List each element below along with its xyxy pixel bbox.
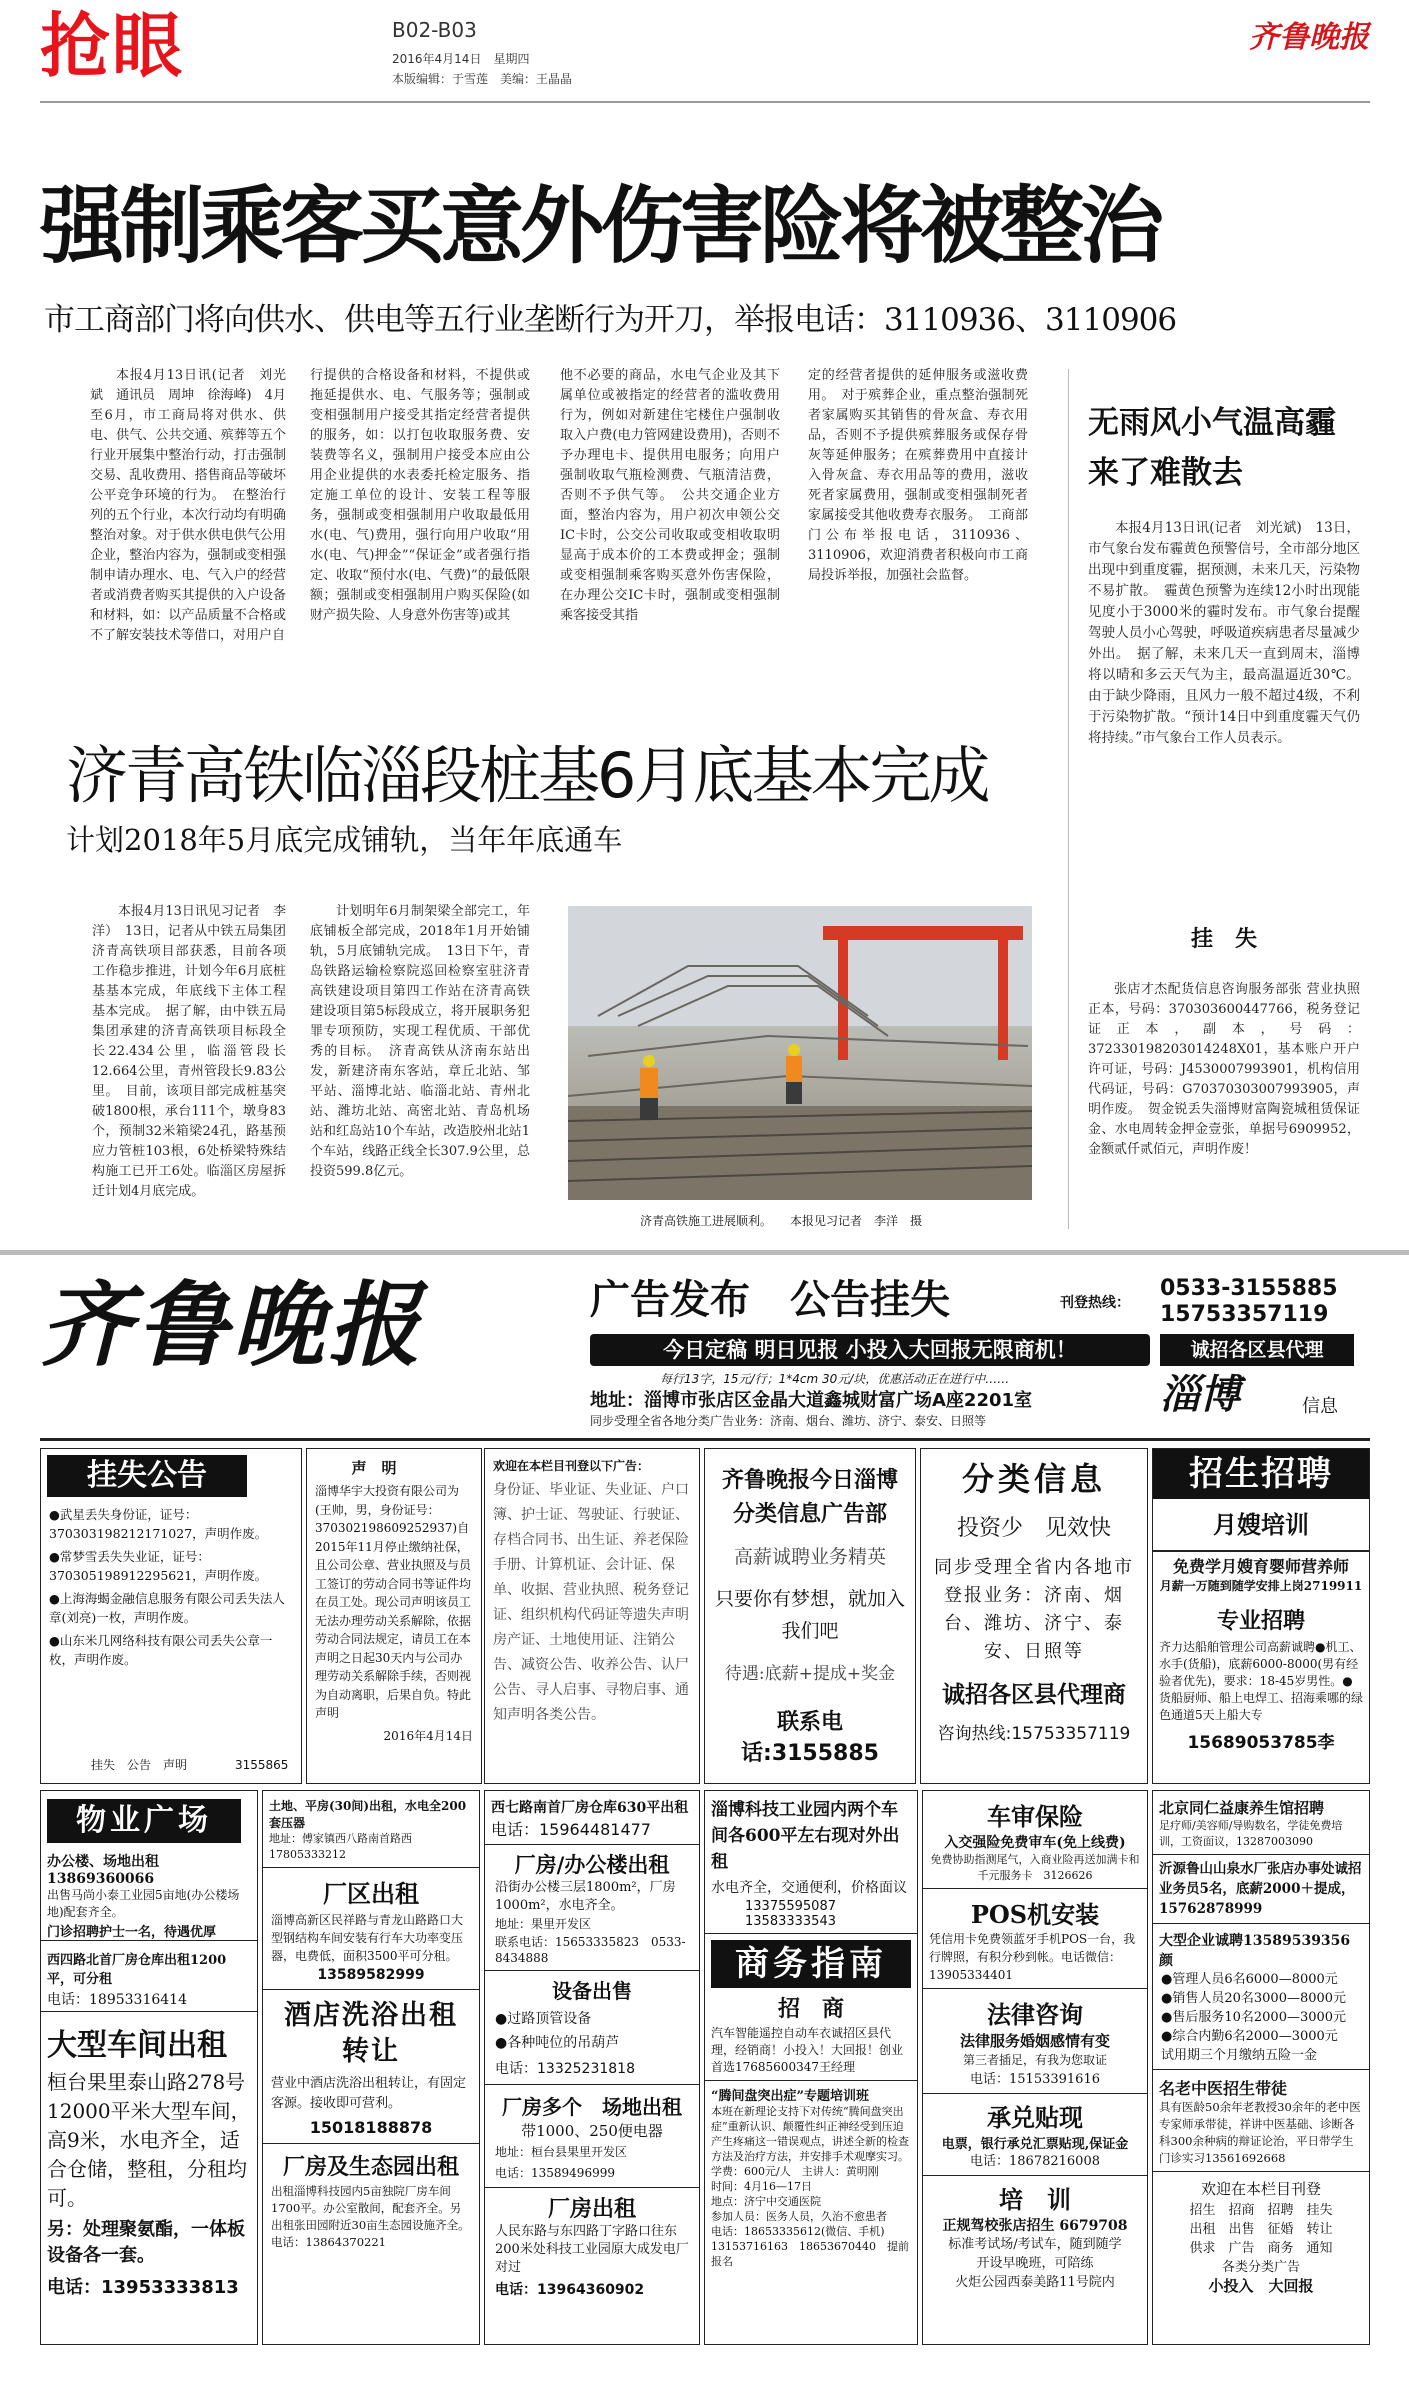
article1-col3: 他不必要的商品，水电气企业及其下属单位或被指定的经营者的滥收费用行为，例如对新建住宅楼住户强制收取入户费(电力管网建设费用)，否则不予办理电卡、提供用电服务；向用户强制收取气瓶检测费、气瓶清洁费，否则不予供气等。 公共交通企业方面，整治内容为，用户初次申领公交IC卡时，公交公司收取或变相收取明显高于成本价的工本费或押金；强制或变相强制乘客购买意外伤害保险，在办理公交IC卡时，强制或变相强制乘客接受其指 (560, 368, 780, 623)
lost-announcement-box (40, 1448, 302, 1784)
classified-info-recruit: 诚招各区县代理商 (942, 1681, 1126, 1708)
car-inspection-offer: 入交强险免费审车(免上线费) (944, 1835, 1126, 1851)
recruitment-sub: 月嫂培训 (1213, 1510, 1309, 1539)
investment-body: 汽车智能遥控自动车衣诚招区县代理，经销商！小投入！大回报！创业首选17685600347王经理 (705, 2023, 917, 2081)
park-rental-body: 水电齐全，交通便利，价格面议 (711, 1880, 907, 1896)
ad-price: 每行13字，15元/行；1*4cm 30元/块，优惠活动正在进行中…… (660, 1372, 1010, 1386)
classified-info-title: 分类信息 (961, 1460, 1106, 1498)
zibo-logo-sub: 信息 (1302, 1396, 1338, 1417)
park-rental-phone: 13375595087 (745, 1899, 836, 1914)
brand-logo: 齐鲁晚报 (1249, 20, 1369, 55)
construction-photo (568, 906, 1032, 1200)
rental-col1 (262, 1790, 480, 2345)
equipment-item: ●各种吨位的吊葫芦 (495, 2035, 620, 2051)
legal-consult-line2: 第三者插足，有我为您取证 (962, 2053, 1107, 2067)
ad-sync: 同步受理全省各地分类广告业务：济南、烟台、潍坊、济宁、泰安、日照等 (590, 1414, 987, 1428)
enterprise-hiring: 大型企业诚聘13589539356颜 (1159, 1933, 1351, 1969)
car-inspection-body: 免费协助指测尾气，入商业险再送加满卡和千元服务卡 3126626 (923, 1852, 1147, 1889)
classified-dept-title: 齐鲁晚报今日淄博分类信息广告部 (721, 1467, 898, 1527)
article3-col2: 计划明年6月制架梁全部完工，年底铺板全部完成，2018年1月开始铺轨，5月底铺轨完成。 13日下午，青岛铁路运输检察院巡回检察室驻济青高铁建设项目第四工作站在济青高铁建设项目第5标段成立，将开展职务犯罪专项预防，实现工程优质、干部优秀的目标。 济青高铁从济南东站出发，新建济南东客站，章丘北站、邹平站、淄博北站、临淄北站、青州北站、潍坊北站、高密北站、青岛机场站和红岛站10个车站，改造胶州北站1个车站，线路正线全长307.9公里，总投资599.8亿元。 (310, 904, 530, 1179)
recruitment-title: 招生招聘 (1153, 1449, 1369, 1499)
rental-office-body: 沿街办公楼三层1800m²，厂房1000m²，水电齐全。 (495, 1880, 676, 1913)
rental-eco-body: 出租淄博科技园内5亩独院厂房车间1700平。办公室散间，配套齐全。另出租张田园附近30亩生态园设施齐全。电话：13864370221 (271, 2184, 470, 2249)
rental-hotel: 酒店洗浴出租转让 (284, 2000, 458, 2067)
training-phone: 电话：18653335612(微信、手机) 13153716163 18653670440 提前报名 (711, 2225, 909, 2268)
enterprise-hiring-item: ●综合内勤6名2000—3000元 (1161, 2029, 1338, 2044)
ad-brand-logo: 齐鲁晚报 (40, 1271, 425, 1379)
recruitment-phone: 15689053785李 (1187, 1733, 1335, 1753)
training-place: 地点：济宁中交通医院 (711, 2195, 821, 2208)
recruitment-body: 齐力达船舶管理公司高薪诚聘●机工、水手(货船)，底薪6000-8000(男有经验者优先)，要求：18-45岁男性。●货船厨师、船上电焊工、招海乘哪的绿色通道5天上船大专 (1159, 1640, 1364, 1722)
construction-site-illustration (568, 906, 1032, 1200)
equipment-phone: 电话：13325231818 (485, 2052, 699, 2085)
ad-phone-2: 15753357119 (1160, 1302, 1329, 1327)
headline-insurance: 强制乘客买意外伤害险将被整治 (40, 177, 1161, 275)
classified-dept-contact: 联系电话:3155885 (741, 1710, 879, 1766)
rental-multi-body: 带1000、250便电器 (521, 2122, 663, 2140)
services-col (922, 1790, 1148, 2345)
rental-eco: 厂房及生态园出租 (282, 2154, 459, 2180)
legal-consult-phone: 电话：15153391616 (923, 2070, 1147, 2094)
welcome-footer-line: 招生 招商 招聘 挂失 (1189, 2203, 1333, 2218)
legal-consult-line: 法律服务婚姻感情有变 (959, 2032, 1110, 2050)
article1-col2: 行提供的合格设备和材料，不提供或拖延提供水、电、气服务等；强制或变相强制用户接受其指定经营者提供的服务，如：以打包收取服务费、安装费等名义，强制用户接受本应由公用企业提供的水表委托检定服务、指定施工单位的设计、安装工程等服务，强制或变相强制用户收取最低用水(电、气)费用，强行向用户收取“用水(电、气)押金”“保证金”或者强行指定、收取“预付水(电、气费)”的最低限额；强制或变相强制用户购买保险(如财产损失险、人身意外伤害等)或其 (310, 368, 530, 623)
rental-plant: 厂房出租 (547, 2196, 636, 2222)
headline-railway: 济青高铁临淄段桩基6月底基本完成 (66, 739, 988, 812)
article2-body: 本报4月13日讯(记者 刘光斌) 13日，市气象台发布霾黄色预警信号，全市部分地区出现中到重度霾，据预测，未来几天，污染物不易扩散。 霾黄色预警为连续12小时出现能见度小于3000米的霾时发布。市气象台提醒驾驶人员小心驾驶，呼吸道疾病患者尽量减少外出。 据了解，未来几天一直到周末，淄博将以晴和多云天气为主，最高温逼近30℃。由于缺少降雨，且风力一般不超过4级，不利于污染物扩散。“预计14日中到重度霾天气仍将持续。”市气象台工作人员表示。 (1088, 520, 1360, 746)
jobs-col (1152, 1790, 1370, 2345)
training-people: 参加人员：医务人员，久治不愈患者 (711, 2210, 887, 2223)
recruitment-line2: 月薪一万随到随学安排上岗2719911 (1159, 1579, 1363, 1593)
recruitment-sub2: 专业招聘 (1216, 1608, 1305, 1634)
car-inspection: 车审保险 (987, 1802, 1083, 1831)
lost-item: ●山东米几网络科技有限公司丢失公章一枚，声明作废。 (49, 1633, 273, 1667)
property-sub3b: 桓台果里泰山路278号12000平米大型车间，高9米，水电齐全，适合仓储，整租，分租均可。 (47, 2070, 251, 2210)
lost-item: ●武星丢失身份证，证号：370303198212171027，声明作废。 (49, 1507, 268, 1541)
rental-hotel-phone: 15018188878 (263, 2118, 479, 2144)
lost-notice-title: 挂 失 (1190, 926, 1257, 952)
classified-dept-box (704, 1448, 916, 1784)
rental-warehouse: 西七路南首厂房仓库630平出租 (491, 1800, 689, 1816)
property-sub2: 西四路北首厂房仓库出租1200平，可分租 (47, 1953, 227, 1987)
rental-plant-phone: 电话：13964360902 (495, 2282, 645, 2298)
training-time: 时间：4月16—17日 (711, 2180, 812, 2193)
page-number: B02-B03 (392, 18, 477, 42)
driving-school-line: 标准考试场/考试车，随到随学 (948, 2237, 1122, 2252)
ad-phone-1: 0533-3155885 (1160, 1276, 1338, 1301)
training-fee: 学费：600元/人 主讲人：黄明刚 (711, 2165, 879, 2178)
rental-factory-body: 淄博高新区民祥路与青龙山路路口大型钢结构车间安装有行车大功率变压器，电费低，面积3500平可分租。 (271, 1913, 464, 1963)
ad-slogan: 今日定稿 明日见报 小投入大回报无限商机！ (590, 1334, 1150, 1366)
classified-dept-salary: 待遇:底薪+提成+奖金 (724, 1664, 896, 1684)
statement-body: 淄博华宇大投资有限公司为(王帅，男，身份证号：370302198609252937)自2015年11月停止缴纳社保，且公司公章、营业执照及与员工签订的劳动合同书等证件均在员工处。现公司声明该员工无法办理劳动关系解除，依据劳动合同法规定，请员工在本声明之日起30天内与公司办理劳动关系解除手续，否则视为自动离职，后果自负。特此声明 (315, 1484, 472, 1720)
rental-multi-addr: 地址：桓台县果里开发区 (495, 2145, 628, 2159)
lost-item: ●常梦雪丢失失业证，证号：370305198912295621，声明作废。 (49, 1549, 268, 1583)
classified-dept-sub: 高薪诚聘业务精英 (733, 1546, 886, 1568)
enterprise-hiring-item: ●售后服务10名2000—3000元 (1161, 2010, 1347, 2025)
property-box (40, 1790, 258, 2345)
rental-factory-phone: 13589582999 (263, 1967, 479, 1990)
investment-title: 招 商 (777, 1996, 844, 2022)
rental-office-phone: 联系电话：15653335823 0533-8434888 (485, 1934, 699, 1971)
lost-notice-body: 张店才杰配货信息咨询服务部张 营业执照正本，号码：370303600447766，税务登记证正本，副本，号码：372330198203014248X01，基本账户开户许可证，号码：J4530007993901，机构信用代码证，号码：G70370303007993905，声明作废。 贺金锐丢失淄博财富陶瓷城租赁保证金、水电周转金押金壹张，单据号6909952，金额贰仟贰佰元，声明作废！ (1088, 982, 1360, 1157)
property-sub3-phone: 电话：13953333813 (47, 2277, 239, 2298)
recruitment-line1: 免费学月嫂育婴师营养师 (1153, 1550, 1369, 1577)
rental-warehouse-phone: 电话：15964481477 (485, 1817, 699, 1845)
article1-col4: 定的经营者提供的延伸服务或滋收费用。 对于殡葬企业，重点整治强制死者家属购买其销售的骨灰盒、寿衣用品，否则不予提供殡葬服务或保存骨灰等延伸服务；在殡葬费用中直接计入骨灰盒、寿衣用品等的费用，滋收死者家属费用，强制或变相强制死者家属接受其他收费寿衣服务。 工商部门公布举报电话，3110936、3110906，欢迎消费者积极向市工商局投诉举报，加强社会监督。 (808, 368, 1028, 583)
training-course: “腾间盘突出症”专题培训班 (711, 2089, 869, 2104)
ad-bottom-rule (40, 1438, 1370, 1441)
article1-col1: 本报4月13日讯(记者 刘光斌 通讯员 周坤 徐海峰) 4月至6月，市工商局将对供水、供电、供气、公共交通、殡葬等五个行业开展集中整治行动，打击强制交易、乱收费用、搭售商品等破坏公平竞争环境的行为。 在整治行列的五个行业，本次行动均有明确整治对象。对于供水供电供气公用企业，整治内容为，强制或变相强制申请办理水、电、气入户的经营者或消费者购买其提供的入户设备和材料，如：以产品质量不合格或不了解安装技术等借口，对用户自 (90, 368, 286, 643)
training-course-body: 本班在新理论支持下对传统“腾间盘突出症”重新认识、颠覆性纠正神经受到压迫产生疼痛这一错误观点，讲述全新的检查方法及治疗方法，并安排手术观摩实习。 (711, 2105, 909, 2163)
driving-training: 培 训 (999, 2185, 1071, 2214)
statement-box (306, 1448, 482, 1784)
rental-multi-phone: 电话：13589496999 (485, 2164, 699, 2188)
business-col (704, 1790, 918, 2345)
property-title: 物业广场 (47, 1799, 241, 1843)
driving-school-line: 开设早晚班，可陪练 (976, 2256, 1094, 2271)
recruitment-box (1152, 1448, 1370, 1784)
welcome-footer-title: 欢迎在本栏目刊登 (1200, 2180, 1321, 2198)
subhead-railway: 计划2018年5月底完成铺轨，当年年底通车 (66, 823, 623, 857)
rental-office-addr: 地址：果里开发区 (495, 1917, 592, 1931)
property-sub3: 大型车间出租 (47, 2028, 227, 2063)
welcome-body: 身份证、毕业证、失业证、户口簿、护士证、驾驶证、行驶证、存档合同书、出生证、养老保险手册、计算机证、会计证、保单、收据、营业执照、税务登记证、组织机构代码证等遗失声明 房产证、土地使用证、注销公告、减资公告、收养公告、认尸公告、寻人启事、寻物启事、通知声明各类公告。 (493, 1482, 703, 1723)
rental-land-addr: 地址：傅家镇西八路南首路西17805333212 (263, 1831, 479, 1868)
photo-caption: 济青高铁施工进展顺利。 本报见习记者 李洋 摄 (640, 1214, 923, 1228)
classified-info-hotline: 咨询热线:15753357119 (937, 1724, 1131, 1744)
discount: 承兑贴现 (987, 2103, 1083, 2132)
welcome-footer-slogan: 小投入 大回报 (1208, 2277, 1314, 2295)
rental-plant-body: 人民东路与东四路丁字路口往东200米处科技工业园原大成发电厂对过 (495, 2224, 689, 2275)
headline-haze: 无雨风小气温高霾来了难散去 (1088, 405, 1336, 491)
sidebar-divider (1068, 369, 1069, 1229)
property-sub1: 办公楼、场地出租13869360066 (47, 1854, 159, 1887)
rental-multi: 厂房多个 场地出租 (502, 2095, 682, 2119)
discount-phone: 电话：18678216008 (923, 2152, 1147, 2176)
welcome-title: 欢迎在本栏目刊登以下广告： (493, 1459, 650, 1473)
equipment-item: ●过路顶管设备 (495, 2011, 592, 2027)
lost-footer: 挂失 公告 声明 3155865 (91, 1758, 289, 1772)
pos-install: POS机安装 (970, 1900, 1100, 1929)
classified-info-slogan: 投资少 见效快 (956, 1516, 1111, 1541)
statement-title: 声 明 (351, 1459, 397, 1477)
welcome-box (484, 1448, 703, 1784)
water-plant-hiring: 沂源鲁山山泉水厂张店办事处诚招业务员5名，底薪2000＋提成，15762878999 (1153, 1855, 1369, 1924)
welcome-footer-line: 各类分类广告 (1221, 2260, 1300, 2275)
welcome-footer-line: 出租 出售 征婚 转让 (1189, 2222, 1333, 2237)
classified-info-box (920, 1448, 1148, 1784)
ad-recruit-badge: 诚招各区县代理 (1160, 1334, 1354, 1366)
tcm-apprentice-body: 具有医龄50余年老教授30余年的老中医专家师承带徒，祥讲中医基础、诊断各科300余种病的辩证论治，平日带学生门诊实习13561692668 (1153, 2099, 1369, 2172)
statement-date: 2016年4月14日 (383, 1728, 473, 1743)
ad-heading: 广告发布 公告挂失 (590, 1277, 950, 1323)
business-guide-title: 商务指南 (711, 1940, 911, 1988)
enterprise-hiring-item: ●管理人员6名6000—8000元 (1161, 1972, 1338, 1987)
welcome-footer-line: 供求 广告 商务 通知 (1189, 2241, 1333, 2256)
section-title: 抢眼 (40, 5, 184, 87)
park-rental: 淄博科技工业园内两个车间各600平左右现对外出租 (711, 1800, 900, 1872)
property-sub3c: 另：处理聚氨酯，一体板设备各一套。 (47, 2219, 245, 2266)
issue-date: 2016年4月14日 星期四 (392, 52, 530, 66)
tcm-apprentice: 名老中医招生带徒 (1159, 2079, 1288, 2098)
rental-office: 厂房/办公楼出租 (514, 1852, 670, 1877)
editor-line: 本版编辑：于雪莲 美编：王晶晶 (392, 72, 573, 86)
legal-consult: 法律咨询 (987, 2000, 1083, 2029)
ad-hotline-label: 刊登热线： (1060, 1295, 1130, 1311)
lost-item: ●上海海蝎金融信息服务有限公司丢失法人章(刘亮)一枚，声明作废。 (49, 1591, 285, 1625)
ad-address: 地址：淄博市张店区金晶大道鑫城财富广场A座2201室 (590, 1390, 1033, 1411)
rental-factory: 厂区出租 (323, 1879, 419, 1908)
masthead-divider (40, 101, 1370, 103)
enterprise-hiring-item: ●销售人员20名3000—8000元 (1161, 1991, 1347, 2006)
enterprise-hiring-note: 试用期三个月缴纳五险一金 (1153, 2046, 1369, 2070)
equipment-sale: 设备出售 (552, 1979, 632, 2003)
lost-announcement-title: 挂失公告 (47, 1455, 247, 1497)
pos-install-body: 凭信用卡免费领蓝牙手机POS一台，我行牌照，有积分秒到帐。电话微信：13905334401 (923, 1930, 1147, 1989)
classified-dept-body: 只要你有梦想，就加入我们吧 (714, 1588, 905, 1642)
property-sub1c: 门诊招聘护士一名，待遇优厚 (41, 1921, 257, 1941)
discount-line: 电票，银行承兑汇票贴现,保证金 (941, 2137, 1129, 2152)
rental-land: 土地、平房(30间)出租，水电全200套压器 (269, 1799, 467, 1830)
park-rental-phone: 13583333543 (705, 1914, 917, 1934)
property-sub1b: 出售马尚小泰工业园5亩地(办公楼场地)配套齐全。 (47, 1888, 240, 1919)
rental-hotel-body: 营业中酒店洗浴出租转让，有固定客源。接收即可营利。 (271, 2076, 467, 2111)
driving-school-line: 火炬公园西泰美路11号院内 (955, 2275, 1115, 2290)
classified-info-body: 同步受理全省内各地市登报业务：济南、烟台、潍坊、济宁、泰安、日照等 (934, 1557, 1134, 1662)
ad-top-rule (0, 1250, 1409, 1255)
rental-col2 (484, 1790, 700, 2345)
wellness-hiring: 北京同仁益康养生馆招聘 (1159, 1799, 1325, 1817)
driving-school: 正规驾校张店招生 6679708 (942, 2218, 1128, 2234)
wellness-hiring-body: 足疗师/美容师/导购数名，学徒免费培训，工资面议，13287003090 (1153, 1818, 1369, 1855)
subhead-insurance: 市工商部门将向供水、供电等五行业垄断行为开刀，举报电话：3110936、3110906 (44, 302, 1177, 338)
zibo-logo: 淄博 (1160, 1371, 1240, 1418)
article3-col1: 本报4月13日讯见习记者 李洋） 13日，记者从中铁五局集团济青高铁项目部获悉，目前各项工作稳步推进，计划今年6月底桩基基本完成，年底线下主体工程基本完成。 据了解，由中铁五局集团承建的济青高铁项目标段全长22.434公里，临淄管段长12.664公里，青州管段长9.83公里。 目前，该项目部完成桩基突破1800根，承台111个，墩身83个，预制32米箱梁24孔，路基预应力管桩103根，6处桥梁特殊结构施工已开工6处。临淄区房屋拆迁计划4月底完成。 (92, 904, 286, 1199)
property-sub2-phone: 电话：18953316414 (41, 1987, 257, 2012)
